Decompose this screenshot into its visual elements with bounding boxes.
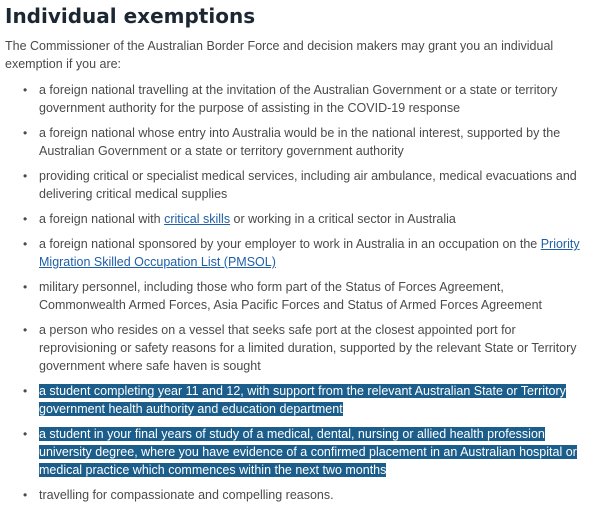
list-item-text: a person who resides on a vessel that seeks safe port at the closest appointed port for reprovisioning or safety reasons for a limited duration, supported by the relevant State or Territory government where safe haven is sought (39, 323, 577, 373)
bullet-icon: • (23, 280, 28, 294)
list-item-text-before: a foreign national with (39, 212, 165, 226)
list-item-text: a foreign national travelling at the invitation of the Australian Government or a state or territory government authority for the purpose of assisting in the COVID-19 response (39, 83, 558, 115)
pmsol-link[interactable]: Priority Migration Skilled Occupation List (PMSOL) (39, 237, 580, 269)
bullet-icon: • (23, 83, 28, 97)
bullet-icon: • (23, 384, 28, 398)
selected-text[interactable]: a student in your final years of study of a medical, dental, nursing or allied health profession university degree, where you have evidence of a confirmed placement in an Australian hospital or medical practice which commences within the next two months (39, 427, 577, 477)
bullet-icon: • (23, 323, 28, 337)
intro-paragraph: The Commissioner of the Australian Border Force and decision makers may grant you an individual exemption if you are: (5, 39, 554, 71)
bullet-icon: • (23, 488, 28, 502)
selected-text[interactable]: a student completing year 11 and 12, with support from the relevant Australian State or Territory government health authority and education department (39, 384, 566, 416)
page-title: Individual exemptions (5, 4, 256, 28)
list-item (5, 235, 594, 271)
bullet-icon: • (23, 212, 28, 226)
list-item (5, 167, 594, 203)
list-item-highlighted (5, 425, 594, 479)
list-item (5, 124, 594, 160)
bullet-icon: • (23, 169, 28, 183)
list-item-highlighted (5, 382, 594, 418)
list-item (5, 321, 594, 375)
bullet-icon: • (23, 427, 28, 441)
list-item-text: providing critical or specialist medical services, including air ambulance, medical evacuations and delivering critical medical supplies (39, 169, 577, 201)
bullet-icon: • (23, 237, 28, 251)
list-item (5, 81, 594, 117)
list-item (5, 210, 594, 228)
list-item-text: military personnel, including those who form part of the Status of Forces Agreement, Commonwealth Armed Forces, Asia Pacific Forces and Status of Armed Forces Agreement (39, 280, 542, 312)
exemption-list (5, 81, 602, 504)
list-item-text-before: a foreign national sponsored by your employer to work in Australia in an occupation on the (39, 237, 541, 251)
critical-skills-link[interactable]: critical skills (164, 212, 231, 226)
list-item (5, 486, 594, 504)
list-item-text-after: or working in a critical sector in Australia (230, 212, 456, 226)
list-item-text: a foreign national whose entry into Australia would be in the national interest, supported by the Australian Government or a state or territory government authority (39, 126, 561, 158)
list-item-text: travelling for compassionate and compelling reasons. (39, 488, 334, 502)
list-item (5, 278, 594, 314)
bullet-icon: • (23, 126, 28, 140)
